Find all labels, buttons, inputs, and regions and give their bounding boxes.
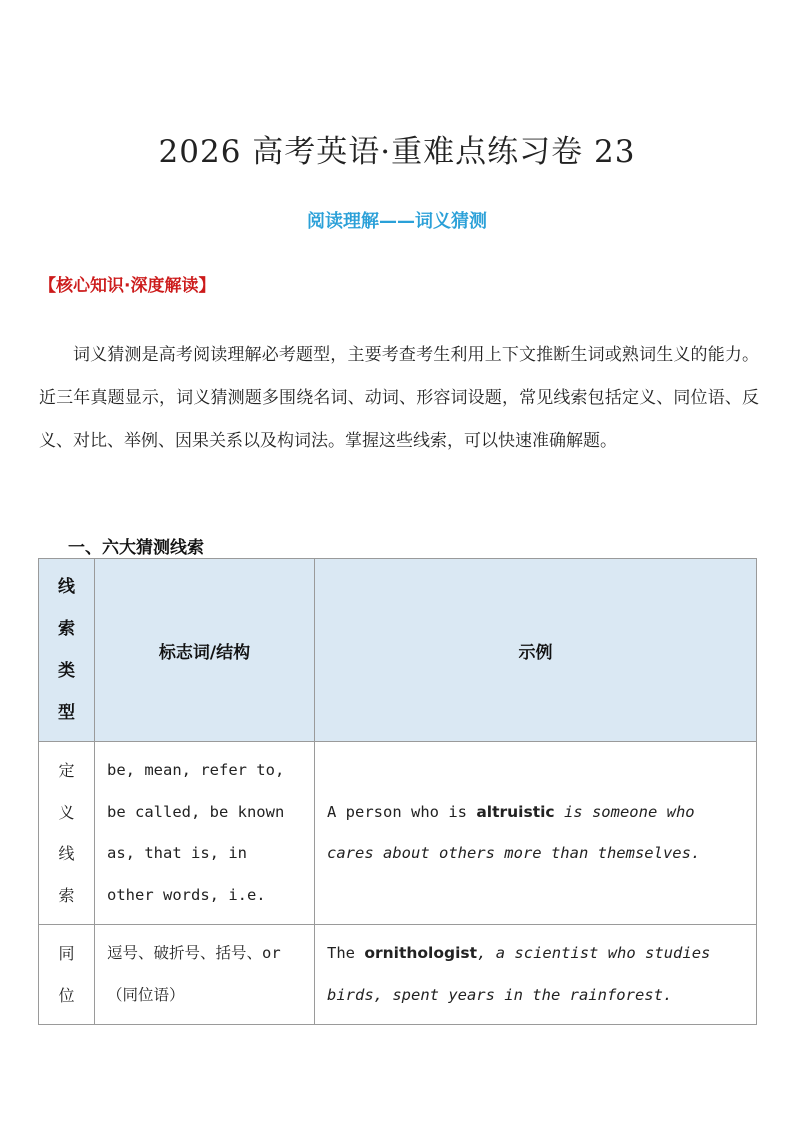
page-subtitle: 阅读理解——词义猜测	[307, 211, 487, 232]
row-clue-type	[39, 925, 95, 1025]
header-example: 示例	[315, 559, 757, 742]
header-clue-type-text: 线索类型	[58, 577, 75, 723]
example-definition: is someone who cares about others more than themselves.	[327, 802, 701, 862]
page-title: 2026 高考英语·重难点练习卷 23	[158, 134, 636, 170]
row-example	[315, 925, 757, 1025]
table-row	[39, 742, 757, 925]
subsection-heading: 一、六大猜测线索	[68, 538, 204, 558]
table-row	[39, 925, 757, 1025]
header-clue-type	[39, 559, 95, 742]
row-example	[315, 742, 757, 925]
row-markers: 逗号、破折号、括号、or（同位语）	[95, 925, 315, 1025]
example-lead: The	[327, 944, 365, 962]
row-clue-type-text: 定义线索	[58, 761, 75, 905]
intro-paragraph	[39, 334, 759, 463]
example-appositive: , a scientist who studies birds, spent years in the rainforest.	[327, 944, 711, 1004]
example-lead: A person who is	[327, 802, 477, 821]
clue-table	[38, 558, 757, 1025]
table-header-row	[39, 559, 757, 742]
section-heading: 【核心知识·深度解读】	[39, 276, 216, 296]
intro-text: 词义猜测是高考阅读理解必考题型，主要考查考生利用上下文推断生词或熟词生义的能力。近三年真题显示，词义猜测题多围绕名词、动词、形容词设题，常见线索包括定义、同位语、反义、对比、举例、因果关系以及构词法。掌握这些线索，可以快速准确解题。	[39, 345, 759, 451]
example-keyword: ornithologist	[364, 944, 478, 962]
row-markers: be, mean, refer to, be called, be known as, that is, in other words, i.e.	[95, 742, 315, 925]
header-markers: 标志词/结构	[95, 559, 315, 742]
row-clue-type-text: 同位	[58, 944, 75, 1005]
example-keyword: altruistic	[476, 802, 555, 821]
row-clue-type	[39, 742, 95, 925]
